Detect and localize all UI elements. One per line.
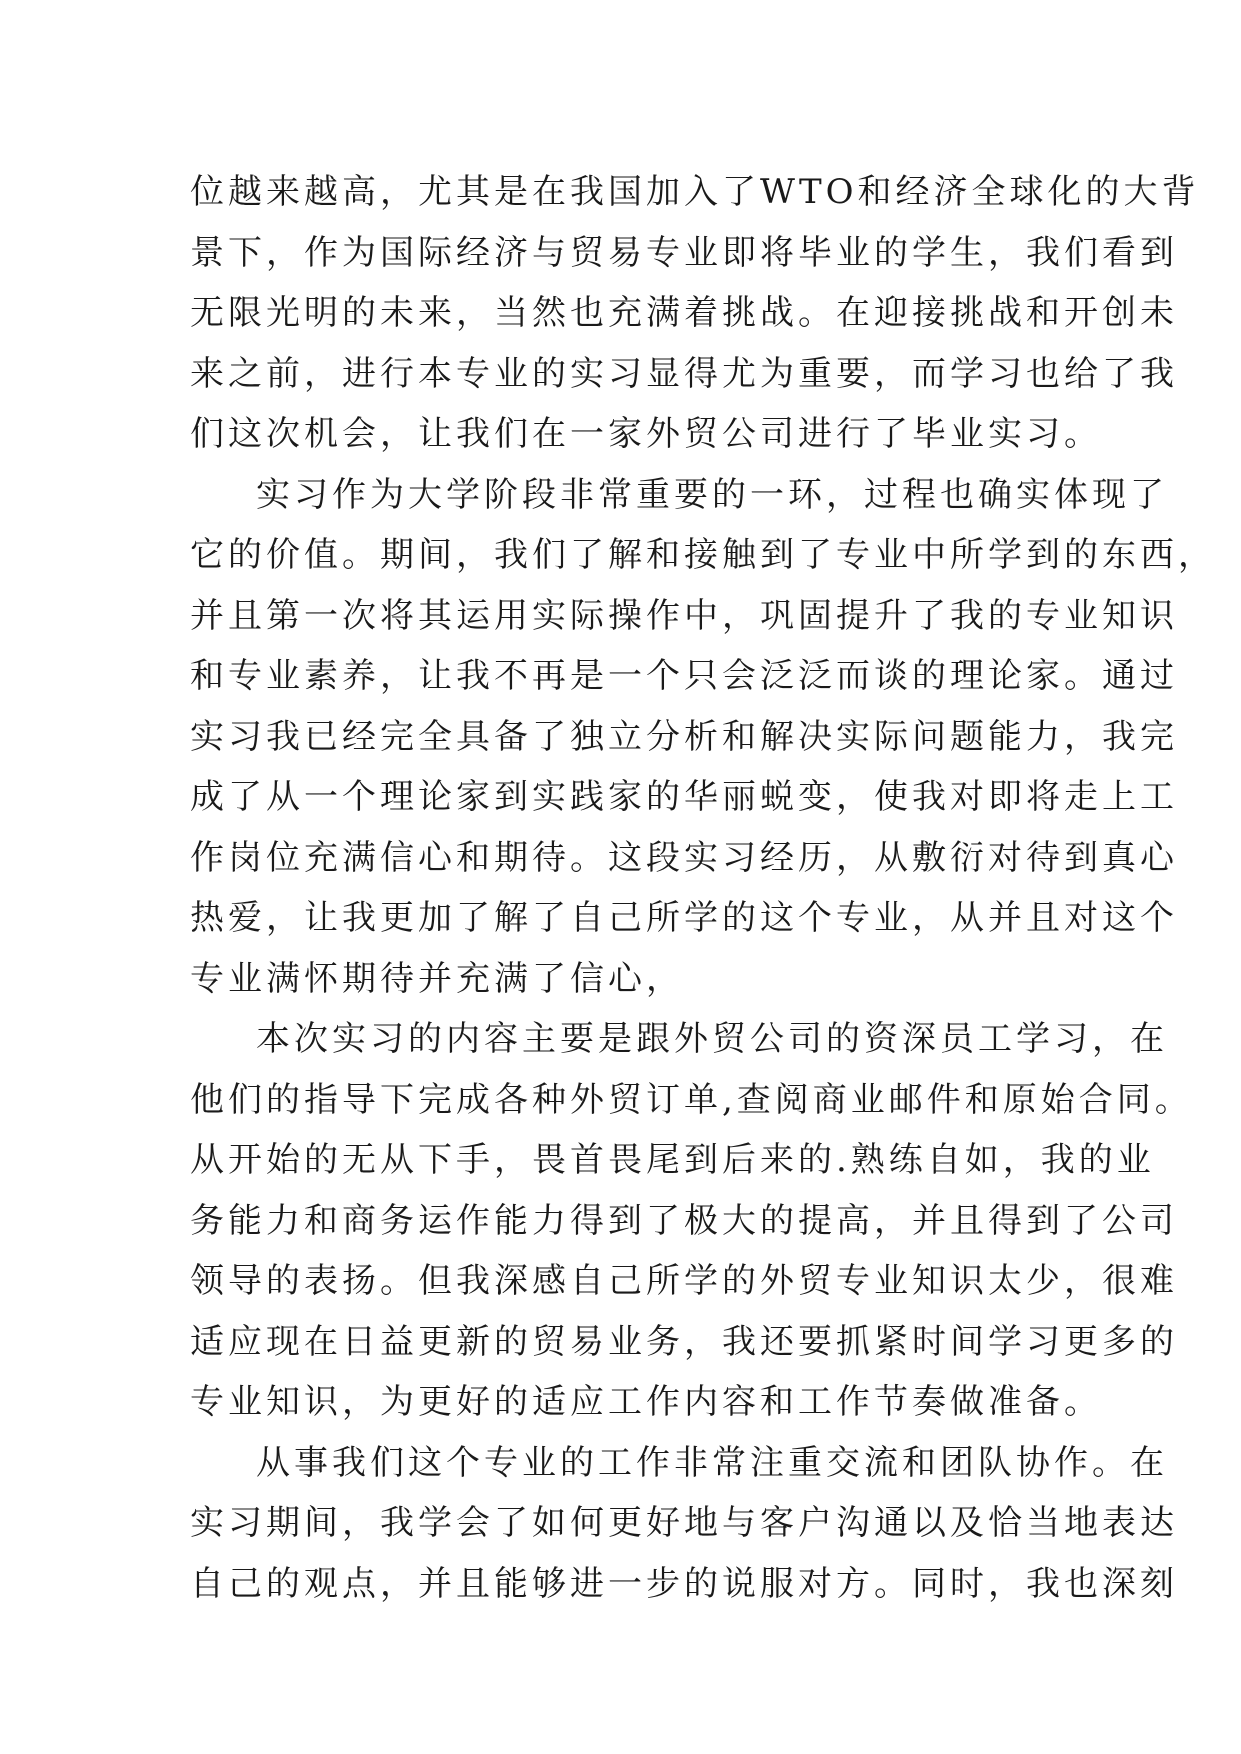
paragraph-2 [190, 465, 1216, 1010]
text-line: 适应现在日益更新的贸易业务，我还要抓紧时间学习更多的 [190, 1321, 1178, 1362]
text-line: 并且第一次将其运用实际操作中，巩固提升了我的专业知识 [190, 595, 1178, 636]
text-line: 实习我已经完全具备了独立分析和解决实际问题能力，我完 [190, 716, 1178, 757]
text-line: 他们的指导下完成各种外贸订单,查阅商业邮件和原始合同。 [190, 1079, 1193, 1120]
paragraph-3 [190, 1009, 1193, 1433]
text-line: 从开始的无从下手，畏首畏尾到后来的.熟练自如，我的业 [190, 1140, 1155, 1180]
text-line: 热爱，让我更加了解了自己所学的这个专业，从并且对这个 [190, 898, 1178, 938]
document-body [190, 162, 1216, 1614]
text-line: 它的价值。期间，我们了解和接触到了专业中所学到的东西， [190, 535, 1216, 575]
text-line: 们这次机会，让我们在一家外贸公司进行了毕业实习。 [190, 414, 1102, 454]
text-line: 和专业素养，让我不再是一个只会泛泛而谈的理论家。通过 [190, 656, 1178, 696]
text-line: 从事我们这个专业的工作非常注重交流和团队协作。在 [256, 1442, 1168, 1483]
text-line: 专业满怀期待并充满了信心， [190, 958, 684, 999]
text-line: 实习期间，我学会了如何更好地与客户沟通以及恰当地表达 [190, 1503, 1178, 1543]
text-line: 作岗位充满信心和期待。这段实习经历，从敷衍对待到真心 [190, 837, 1178, 878]
paragraph-1 [190, 162, 1200, 465]
text-line: 自己的观点，并且能够进一步的说服对方。同时，我也深刻 [190, 1563, 1178, 1604]
text-line: 实习作为大学阶段非常重要的一环，过程也确实体现了 [256, 474, 1168, 515]
text-line: 景下，作为国际经济与贸易专业即将毕业的学生，我们看到 [190, 232, 1178, 273]
text-line: 本次实习的内容主要是跟外贸公司的资深员工学习，在 [256, 1019, 1168, 1059]
text-line: 无限光明的未来，当然也充满着挑战。在迎接挑战和开创未 [190, 293, 1178, 333]
text-line: 专业知识，为更好的适应工作内容和工作节奏做准备。 [190, 1382, 1102, 1422]
text-line: 领导的表扬。但我深感自己所学的外贸专业知识太少，很难 [190, 1261, 1178, 1301]
text-line: 务能力和商务运作能力得到了极大的提高，并且得到了公司 [190, 1200, 1178, 1241]
text-line: 来之前，进行本专业的实习显得尤为重要，而学习也给了我 [190, 353, 1178, 394]
text-line: 位越来越高，尤其是在我国加入了WTO和经济全球化的大背 [190, 172, 1200, 212]
text-line: 成了从一个理论家到实践家的华丽蜕变，使我对即将走上工 [190, 777, 1178, 817]
paragraph-4 [190, 1433, 1178, 1615]
